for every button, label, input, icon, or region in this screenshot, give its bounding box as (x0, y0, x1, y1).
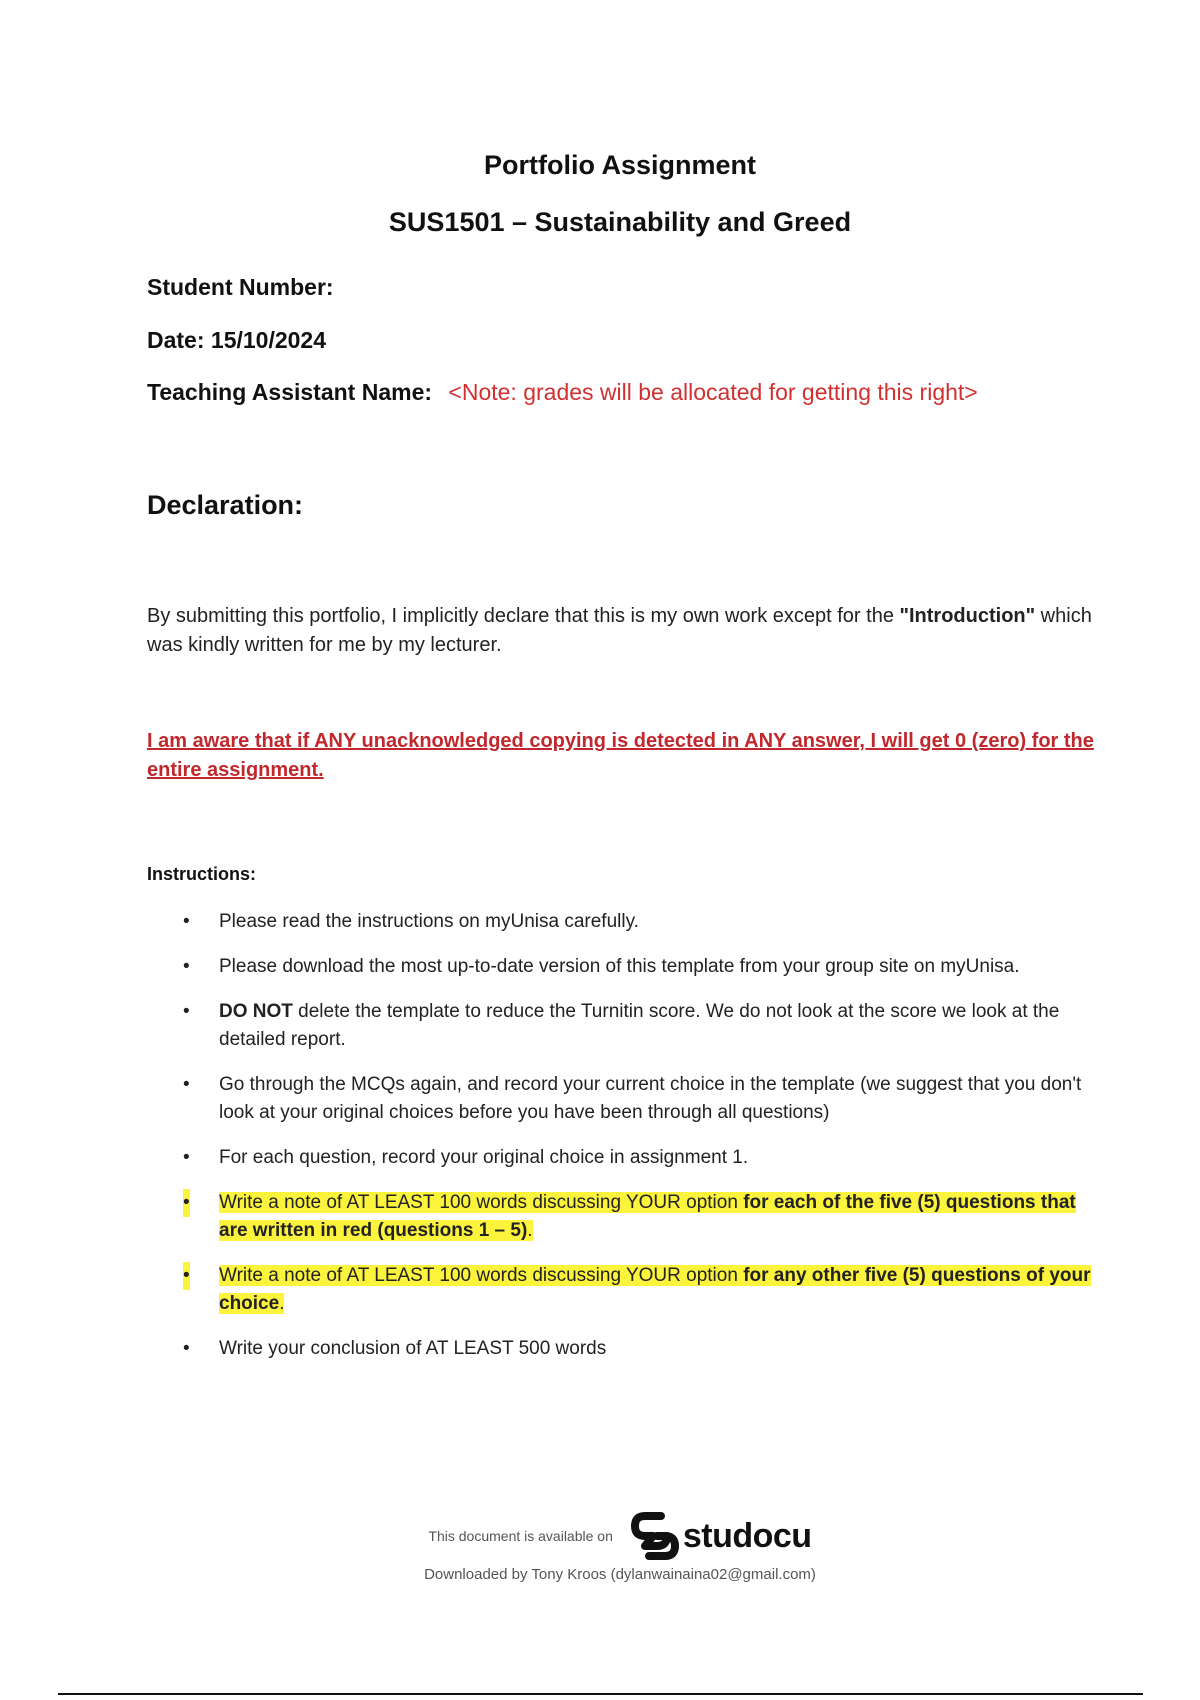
declaration-text-start: By submitting this portfolio, I implicitly declare that this is my own work except for the (147, 605, 900, 627)
list-item-text: Write a note of AT LEAST 100 words discussing YOUR option (219, 1265, 744, 1286)
instructions-heading: Instructions: (147, 864, 257, 884)
list-item-text: delete the template to reduce the Turnitin score. We do not look at the score we look at the detailed report. (219, 1001, 1060, 1050)
list-item-tail: . (527, 1220, 533, 1241)
list-item (147, 908, 1092, 936)
declaration-introduction: "Introduction" (899, 605, 1036, 627)
bullet-icon: • (183, 1001, 190, 1022)
list-item-bold: for each of the five (5) questions that are written in red (questions 1 – 5) (219, 1192, 1076, 1241)
studocu-logo-text: studocu (682, 1516, 812, 1555)
bullet-icon: • (183, 1262, 190, 1290)
bullet-icon: • (183, 911, 190, 932)
bullet-icon: • (183, 1074, 190, 1095)
list-item-bold: for any other five (5) questions of your choice (219, 1265, 1091, 1314)
list-item-tail: . (279, 1293, 285, 1314)
student-number-field (147, 274, 334, 301)
document-subtitle: SUS1501 – Sustainability and Greed (388, 207, 852, 237)
declaration-text-end: which was kindly written for me by my lecturer. (147, 605, 1092, 656)
declaration-text (147, 602, 1107, 660)
footer-row (0, 1512, 1200, 1560)
bullet-icon: • (183, 1189, 190, 1217)
date-field (147, 327, 326, 354)
list-item (147, 1071, 1092, 1127)
available-on-text: This document is available on (428, 1528, 613, 1544)
date-label: Date: (147, 327, 205, 353)
list-item-text: Write a note of AT LEAST 100 words discussing YOUR option (219, 1192, 744, 1213)
declaration-heading: Declaration: (147, 490, 304, 520)
bullet-icon: • (183, 1338, 190, 1359)
list-item-highlighted (147, 1262, 1092, 1318)
bullet-icon: • (183, 956, 190, 977)
list-item (147, 953, 1092, 981)
instructions-list (147, 908, 1092, 1380)
teaching-assistant-field (147, 379, 978, 406)
list-item (147, 1144, 1092, 1172)
date-value: 15/10/2024 (210, 327, 327, 353)
studocu-logo[interactable] (631, 1512, 812, 1560)
page-bottom-rule (58, 1693, 1143, 1695)
student-number-label: Student Number: (147, 274, 334, 300)
list-item (147, 998, 1092, 1054)
list-item-highlighted (147, 1189, 1092, 1245)
list-item (147, 1335, 1092, 1363)
downloaded-by-text: Downloaded by Tony Kroos (dylanwainaina02@gmail.com) (424, 1566, 816, 1583)
document-title: Portfolio Assignment (483, 150, 756, 180)
list-item-bold: DO NOT (219, 1001, 293, 1022)
studocu-logo-icon (631, 1512, 679, 1560)
studocu-footer (0, 1512, 1200, 1583)
teaching-assistant-note: <Note: grades will be allocated for getting this right> (448, 379, 978, 405)
copying-warning: I am aware that if ANY unacknowledged copying is detected in ANY answer, I will get 0 (zero) for the entire assignment. (147, 730, 1094, 781)
bullet-icon: • (183, 1147, 190, 1168)
list-item-text: Please download the most up-to-date version of this template from your group site on myUnisa. (219, 956, 1020, 977)
list-item-text: For each question, record your original choice in assignment 1. (219, 1147, 749, 1168)
list-item-text: Please read the instructions on myUnisa carefully. (219, 911, 639, 932)
list-item-text: Write your conclusion of AT LEAST 500 words (219, 1338, 607, 1359)
teaching-assistant-label: Teaching Assistant Name: (147, 379, 433, 405)
list-item-text: Go through the MCQs again, and record your current choice in the template (we suggest that you don't look at your original choices before you have been through all questions) (219, 1074, 1082, 1123)
